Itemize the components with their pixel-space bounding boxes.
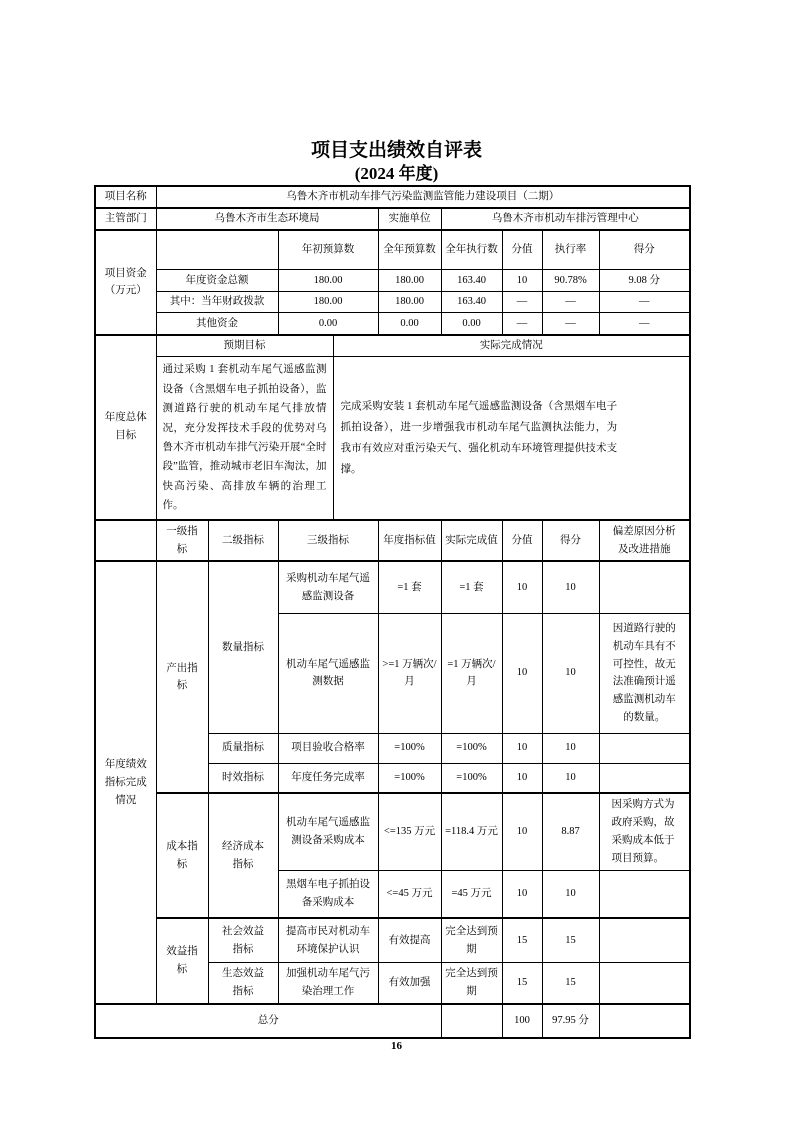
- funds-cell: 163.40: [441, 270, 502, 292]
- indicator-row: [95, 793, 690, 870]
- project-name-row: [95, 186, 690, 208]
- indicator-actual: 完全达到预期: [441, 918, 502, 962]
- funds-cell: —: [599, 292, 690, 313]
- indicator-score: 10: [502, 870, 542, 918]
- funds-cell: 90.78%: [542, 270, 599, 292]
- indicator-level1: 效益指标: [156, 918, 208, 1004]
- indicator-target: <=135 万元: [378, 793, 441, 870]
- funds-cell: —: [502, 292, 542, 313]
- indicator-target: =1 套: [378, 561, 441, 613]
- indicator-actual: =1 套: [441, 561, 502, 613]
- indicator-col-level2: 二级指标: [208, 520, 278, 562]
- funds-col-score: 分值: [502, 230, 542, 270]
- indicator-deviation: 因道路行驶的机动车具有不可控性，故无法准确预计遥感监测机动车的数量。: [599, 613, 690, 733]
- impl-value: 乌鲁木齐市机动车排污管理中心: [441, 208, 690, 230]
- dept-value: 乌鲁木齐市生态环境局: [156, 208, 378, 230]
- indicator-score: 10: [502, 763, 542, 793]
- indicator-level3: 黑烟车电子抓拍设备采购成本: [278, 870, 378, 918]
- funds-cell: 0.00: [441, 313, 502, 335]
- indicator-level2: 数量指标: [208, 561, 278, 733]
- indicator-level1: 成本指标: [156, 793, 208, 918]
- funds-cell: —: [542, 292, 599, 313]
- indicator-points: 10: [542, 870, 599, 918]
- funds-cell: 10: [502, 270, 542, 292]
- indicator-header-row: [95, 520, 690, 562]
- goal-header-row: [95, 335, 690, 357]
- indicator-level2: 经济成本指标: [208, 793, 278, 918]
- funds-col-exec-rate: 执行率: [542, 230, 599, 270]
- indicator-points: 15: [542, 962, 599, 1004]
- funds-cell: 0.00: [278, 313, 378, 335]
- funds-row-other: [95, 313, 690, 335]
- total-points: 97.95 分: [542, 1004, 599, 1038]
- indicator-target: >=1 万辆次/月: [378, 613, 441, 733]
- indicator-actual: =100%: [441, 733, 502, 763]
- indicators-section-label: 年度绩效指标完成情况: [95, 561, 156, 1004]
- goal-actual-header: 实际完成情况: [333, 335, 690, 357]
- indicator-level2: 时效指标: [208, 763, 278, 793]
- indicator-points: 10: [542, 763, 599, 793]
- indicator-level3: 加强机动车尾气污染治理工作: [278, 962, 378, 1004]
- total-score: 100: [502, 1004, 542, 1038]
- indicator-score: 10: [502, 733, 542, 763]
- funds-col-initial-budget: 年初预算数: [278, 230, 378, 270]
- funds-cell: —: [502, 313, 542, 335]
- funds-section-label: 项目资金（万元）: [95, 230, 156, 335]
- indicator-deviation: 因采购方式为政府采购，故采购成本低于项目预算。: [599, 793, 690, 870]
- funds-header-row: [95, 230, 690, 270]
- goal-expected-header: 预期目标: [156, 335, 333, 357]
- indicator-score: 15: [502, 918, 542, 962]
- indicator-level3: 采购机动车尾气遥感监测设备: [278, 561, 378, 613]
- indicator-points: 10: [542, 613, 599, 733]
- project-name-value: 乌鲁木齐市机动车排气污染监测监管能力建设项目（二期）: [156, 186, 690, 208]
- indicator-row: [95, 918, 690, 962]
- funds-col-points: 得分: [599, 230, 690, 270]
- indicator-level3: 年度任务完成率: [278, 763, 378, 793]
- indicator-actual: =100%: [441, 763, 502, 793]
- indicator-points: 10: [542, 733, 599, 763]
- funds-cell: 180.00: [378, 292, 441, 313]
- indicator-level3: 提高市民对机动车环境保护认识: [278, 918, 378, 962]
- goal-section-label: 年度总体目标: [95, 335, 156, 520]
- funds-blank-cell: [156, 230, 278, 270]
- goal-expected-text: 通过采购 1 套机动车尾气遥感监测设备（含黑烟车电子抓拍设备），监测道路行驶的机动车尾气排放情况，充分发挥技术手段的优势对乌鲁木齐市机动车排气污染开展“全时段”监管，推动城市老旧车淘汰，加快高污染、高排放车辆的治理工作。: [156, 357, 333, 520]
- total-blank-cell: [441, 1004, 502, 1038]
- indicator-level2: 生态效益指标: [208, 962, 278, 1004]
- indicator-score: 10: [502, 613, 542, 733]
- indicator-target: =100%: [378, 763, 441, 793]
- indicator-level2: 社会效益指标: [208, 918, 278, 962]
- indicator-level3: 机动车尾气遥感监测设备采购成本: [278, 793, 378, 870]
- self-evaluation-table: [94, 185, 691, 1039]
- total-label: 总分: [95, 1004, 441, 1038]
- indicator-col-level1: 一级指标: [156, 520, 208, 562]
- indicator-actual: =118.4 万元: [441, 793, 502, 870]
- goal-content-row: [95, 357, 690, 520]
- indicator-col-deviation: 偏差原因分析及改进措施: [599, 520, 690, 562]
- department-row: [95, 208, 690, 230]
- funds-cell: 0.00: [378, 313, 441, 335]
- funds-row-label: 其中：当年财政拨款: [156, 292, 278, 313]
- indicator-score: 15: [502, 962, 542, 1004]
- total-score-row: [95, 1004, 690, 1038]
- indicator-col-level3: 三级指标: [278, 520, 378, 562]
- funds-cell: 9.08 分: [599, 270, 690, 292]
- indicator-points: 15: [542, 918, 599, 962]
- indicator-level3: 机动车尾气遥感监测数据: [278, 613, 378, 733]
- page-number: 16: [391, 1040, 402, 1052]
- indicator-target: <=45 万元: [378, 870, 441, 918]
- goal-actual-text: 完成采购安装 1 套机动车尾气遥感监测设备（含黑烟车电子抓拍设备），进一步增强我市机动车尾气监测执法能力，为我市有效应对重污染天气、强化机动车环境管理提供技术支撑。: [333, 357, 690, 520]
- funds-col-annual-budget: 全年预算数: [378, 230, 441, 270]
- funds-col-annual-exec: 全年执行数: [441, 230, 502, 270]
- indicator-target: 有效提高: [378, 918, 441, 962]
- funds-cell: 180.00: [278, 292, 378, 313]
- indicator-score: 10: [502, 793, 542, 870]
- funds-row-fiscal: [95, 292, 690, 313]
- funds-row-label: 其他资金: [156, 313, 278, 335]
- impl-label: 实施单位: [378, 208, 441, 230]
- indicator-actual: 完全达到预期: [441, 962, 502, 1004]
- total-deviation-blank: [599, 1004, 690, 1038]
- indicator-row: [95, 561, 690, 613]
- indicator-deviation: [599, 918, 690, 962]
- indicator-points: 10: [542, 561, 599, 613]
- indicator-level1: 产出指标: [156, 561, 208, 793]
- funds-cell: —: [542, 313, 599, 335]
- funds-cell: 180.00: [378, 270, 441, 292]
- indicator-col-actual: 实际完成值: [441, 520, 502, 562]
- indicator-deviation: [599, 962, 690, 1004]
- funds-cell: —: [599, 313, 690, 335]
- indicator-target: =100%: [378, 733, 441, 763]
- funds-cell: 180.00: [278, 270, 378, 292]
- indicator-actual: =1 万辆次/月: [441, 613, 502, 733]
- indicator-col-target: 年度指标值: [378, 520, 441, 562]
- indicator-score: 10: [502, 561, 542, 613]
- indicator-level3: 项目验收合格率: [278, 733, 378, 763]
- indicator-deviation: [599, 870, 690, 918]
- indicator-col-points: 得分: [542, 520, 599, 562]
- funds-cell: 163.40: [441, 292, 502, 313]
- indicator-level2: 质量指标: [208, 733, 278, 763]
- indicator-corner-cell: [95, 520, 156, 562]
- indicator-deviation: [599, 763, 690, 793]
- indicator-target: 有效加强: [378, 962, 441, 1004]
- indicator-deviation: [599, 561, 690, 613]
- indicator-col-score: 分值: [502, 520, 542, 562]
- indicator-actual: =45 万元: [441, 870, 502, 918]
- indicator-deviation: [599, 733, 690, 763]
- indicator-points: 8.87: [542, 793, 599, 870]
- document-title: 项目支出绩效自评表: [310, 140, 482, 161]
- funds-row-label: 年度资金总额: [156, 270, 278, 292]
- project-name-label: 项目名称: [95, 186, 156, 208]
- funds-row-total: [95, 270, 690, 292]
- dept-label: 主管部门: [95, 208, 156, 230]
- document-subtitle: (2024 年度): [354, 164, 439, 183]
